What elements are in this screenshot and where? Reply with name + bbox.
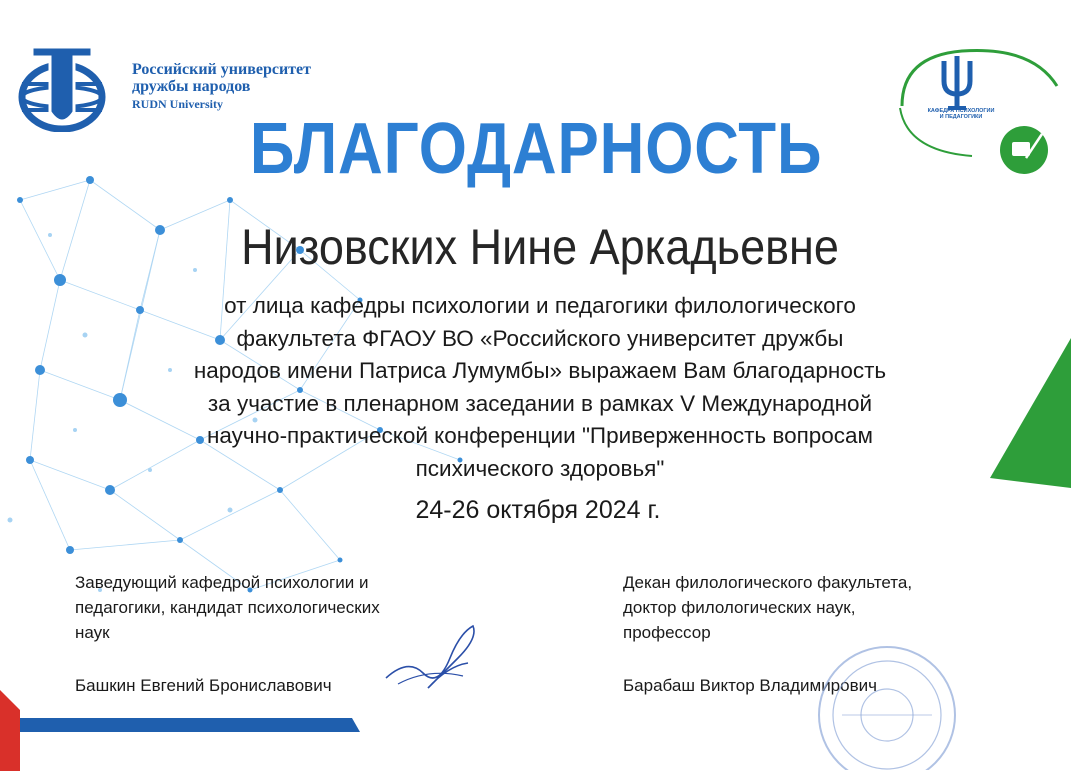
body-line: от лица кафедры психологии и педагогики филологического	[224, 293, 856, 318]
seal-stamp	[812, 640, 962, 770]
department-caption-line2: И ПЕДАГОГИКИ	[939, 114, 983, 121]
department-caption-line1: КАФЕДРА ПСИХОЛОГИИ	[927, 108, 995, 114]
position-line: доктор филологических наук,	[623, 598, 856, 617]
right-signatory-name: Барабаш Виктор Владимирович	[623, 676, 877, 695]
position-line: наук	[75, 623, 110, 642]
university-name	[132, 62, 311, 110]
right-signatory-position	[623, 570, 983, 645]
handwritten-signature	[378, 618, 488, 696]
position-line: профессор	[623, 623, 711, 642]
position-line: Декан филологического факультета,	[623, 573, 913, 592]
event-date: 24-26 октября 2024 г.	[415, 496, 661, 524]
certificate-title: БЛАГОДАРНОСТЬ	[249, 109, 823, 189]
green-triangle-decoration	[990, 338, 1071, 488]
university-name-ru-line1: Российский университет	[132, 61, 311, 78]
recipient-name: Низовских Нине Аркадьевне	[241, 219, 839, 275]
position-line: педагогики, кандидат психологических	[75, 598, 380, 617]
position-line: Заведующий кафедрой психологии и	[75, 573, 369, 592]
certificate-body	[130, 290, 950, 485]
body-line: народов имени Патриса Лумумбы» выражаем Вам благодарность	[193, 358, 887, 383]
left-signatory-name: Башкин Евгений Брониславович	[75, 676, 332, 695]
university-name-en: RUDN University	[132, 96, 223, 111]
university-name-ru-line2: дружбы народов	[132, 77, 251, 95]
body-line: психического здоровья"	[415, 455, 665, 481]
body-line: научно-практической конференции "Приверженность вопросам	[206, 423, 874, 448]
body-line: факультета ФГАОУ ВО «Российского университет дружбы	[236, 325, 844, 351]
body-line: за участие в пленарном заседании в рамках V Международной	[207, 390, 873, 416]
red-blue-stripe-decoration	[0, 690, 360, 771]
